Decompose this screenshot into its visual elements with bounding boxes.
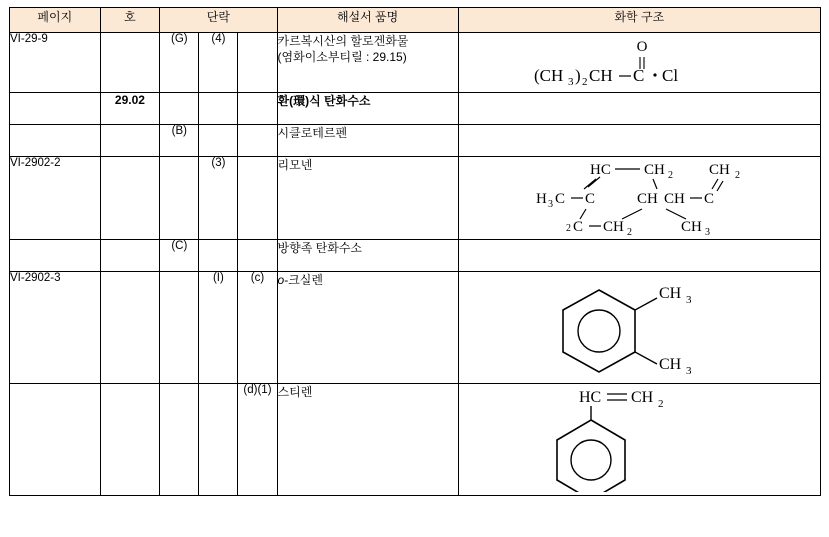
svg-text:2: 2 (627, 227, 633, 238)
cell-page (10, 125, 101, 157)
svg-text:CH: CH (659, 285, 682, 302)
svg-text:3: 3 (686, 365, 692, 377)
cell-structure (458, 33, 820, 93)
svg-text:CH: CH (659, 356, 682, 373)
svg-text:HC: HC (579, 389, 602, 406)
table-row (10, 125, 821, 157)
svg-text:2: 2 (735, 170, 741, 181)
svg-text:C: C (704, 191, 715, 207)
svg-text:3: 3 (548, 199, 554, 210)
cell-paragraph-c (238, 93, 277, 125)
cell-paragraph-c (238, 240, 277, 272)
svg-text:): ) (575, 66, 581, 85)
cell-paragraph-b: (3) (199, 157, 238, 240)
cell-paragraph-a (160, 384, 199, 496)
table-header (10, 8, 821, 33)
structure-ortho-xylene (459, 272, 820, 378)
cell-paragraph-a (160, 93, 199, 125)
svg-text:2: 2 (658, 398, 664, 410)
header-paragraph: 단락 (160, 8, 277, 33)
svg-text:3: 3 (686, 294, 692, 306)
cell-structure (458, 272, 820, 384)
header-chemical-structure: 화학 구조 (458, 8, 820, 33)
cell-structure (458, 93, 820, 125)
svg-text:CH: CH (709, 162, 731, 178)
cell-commentary-name: 방향족 탄화수소 (277, 240, 458, 272)
table-row (10, 93, 821, 125)
cell-paragraph-c: (c) (238, 272, 277, 384)
cell-page: VI-29-9 (10, 33, 101, 93)
svg-text:CH: CH (644, 162, 666, 178)
cell-paragraph-a: (B) (160, 125, 199, 157)
cell-paragraph-b (199, 125, 238, 157)
ortho-xylene-diagram (539, 272, 739, 378)
svg-text:3: 3 (568, 76, 574, 88)
cell-ho: 29.02 (100, 93, 160, 125)
svg-text:C: C (633, 66, 645, 85)
cell-paragraph-b (199, 93, 238, 125)
table-body (10, 33, 821, 496)
cell-page (10, 93, 101, 125)
cell-paragraph-c (238, 157, 277, 240)
structure-isobutyryl-chloride (459, 33, 820, 91)
cell-structure (458, 384, 820, 496)
header-commentary-name: 해설서 품명 (277, 8, 458, 33)
svg-text:CH: CH (603, 219, 625, 235)
isobutyryl-chloride-diagram (524, 33, 754, 91)
table-row (10, 384, 821, 496)
cell-structure (458, 157, 820, 240)
svg-text:3: 3 (705, 227, 711, 238)
svg-text:CH: CH (681, 219, 703, 235)
svg-text:CH: CH (664, 191, 686, 207)
cell-ho (100, 384, 160, 496)
name-line-1: o-크실렌 (277, 273, 323, 287)
svg-text:CH: CH (637, 191, 659, 207)
cell-ho (100, 157, 160, 240)
styrene-diagram (539, 384, 739, 492)
header-ho: 호 (100, 8, 160, 33)
cell-page: VI-2902-2 (10, 157, 101, 240)
cell-paragraph-a: (C) (160, 240, 199, 272)
cell-commentary-name (277, 272, 458, 384)
cell-paragraph-b: (4) (199, 33, 238, 93)
cell-page: VI-2902-3 (10, 272, 101, 384)
structure-limonene (459, 157, 820, 239)
svg-text:2: 2 (668, 170, 674, 181)
cell-paragraph-c (238, 125, 277, 157)
table-row (10, 157, 821, 240)
cell-structure (458, 240, 820, 272)
header-page: 페이지 (10, 8, 101, 33)
chemical-structures-table (9, 7, 821, 496)
cell-paragraph-a (160, 272, 199, 384)
name-line-1: 카르복시산의 할로겐화물 (277, 34, 409, 48)
svg-text:C: C (585, 191, 596, 207)
cell-commentary-name: 시클로테르펜 (277, 125, 458, 157)
cell-paragraph-c (238, 33, 277, 93)
cell-commentary-name (277, 33, 458, 93)
limonene-diagram (514, 157, 764, 239)
svg-text:C: C (555, 191, 566, 207)
cell-paragraph-a (160, 157, 199, 240)
svg-text:C: C (573, 219, 584, 235)
svg-text:CH: CH (589, 66, 613, 85)
structure-styrene (459, 384, 820, 492)
table-header-row (10, 8, 821, 33)
cell-paragraph-b (199, 240, 238, 272)
name-line-2: (염화이소부티릴 : 29.15) (277, 50, 407, 65)
cell-ho (100, 272, 160, 384)
svg-text:(CH: (CH (534, 66, 564, 85)
svg-text:O: O (636, 39, 648, 55)
cell-paragraph-b (199, 384, 238, 496)
svg-text:Cl: Cl (662, 66, 679, 85)
cell-commentary-name: 환(環)식 탄화수소 (277, 93, 458, 125)
cell-ho (100, 33, 160, 93)
svg-text:CH: CH (631, 389, 654, 406)
table-row (10, 33, 821, 93)
cell-structure (458, 125, 820, 157)
table-row (10, 272, 821, 384)
svg-text:HC: HC (590, 162, 612, 178)
cell-commentary-name: 스티렌 (277, 384, 458, 496)
svg-text:H: H (536, 191, 548, 207)
cell-ho (100, 125, 160, 157)
cell-commentary-name: 리모넨 (277, 157, 458, 240)
svg-text:2: 2 (566, 223, 572, 234)
cell-paragraph-b: (I) (199, 272, 238, 384)
cell-paragraph-c: (d)(1) (238, 384, 277, 496)
cell-ho (100, 240, 160, 272)
svg-text:2: 2 (582, 76, 588, 88)
cell-paragraph-a: (G) (160, 33, 199, 93)
cell-page (10, 384, 101, 496)
cell-page (10, 240, 101, 272)
document-page (0, 7, 829, 537)
table-row (10, 240, 821, 272)
